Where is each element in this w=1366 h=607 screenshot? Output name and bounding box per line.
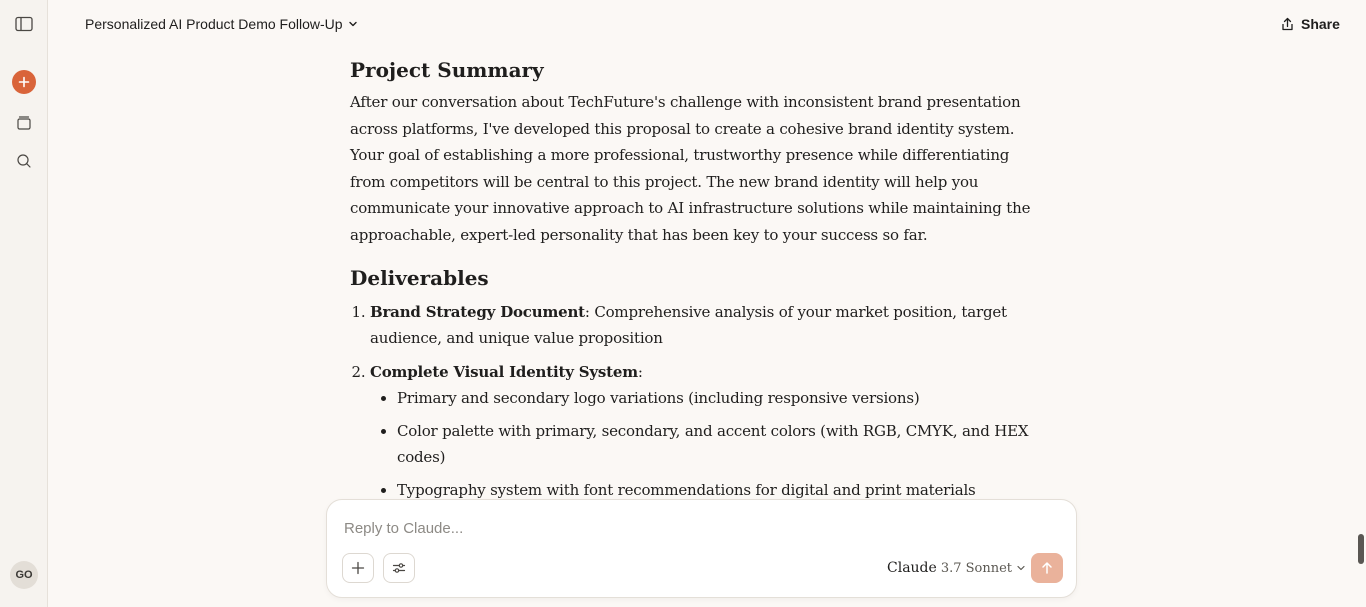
summary-paragraph: After our conversation about TechFuture's challenge with inconsistent brand presentation across platforms, I've developed this proposal to create a cohesive brand identity system. Your goal of establishing a more professional, trustworthy presence while differentiating from competitors will be central to this project. The new brand identity will help you communicate your innovative approach to AI infrastructure solutions while maintaining the approachable, expert-led personality that has been key to your success so far.: [350, 93, 1031, 244]
model-selector[interactable]: [887, 556, 1026, 580]
share-button[interactable]: [1280, 13, 1340, 35]
plus-icon: [351, 561, 365, 575]
send-button[interactable]: [1031, 553, 1063, 583]
assistant-message: [350, 55, 1040, 511]
chevron-down-icon: [347, 18, 359, 30]
reply-input[interactable]: [342, 514, 1046, 542]
sidebar-rail: [0, 0, 48, 607]
share-label: Share: [1301, 16, 1340, 32]
composer: [326, 499, 1077, 598]
list-item: [370, 299, 1040, 351]
arrow-up-icon: [1040, 561, 1054, 575]
add-attachment-button[interactable]: [342, 553, 374, 583]
new-chat-button[interactable]: [12, 70, 36, 94]
sliders-icon: [392, 561, 406, 575]
sub-list-item: • Color palette with primary, secondary, and accent colors (with RGB, CMYK, and HEX codes): [397, 418, 1040, 470]
conversation-title[interactable]: [85, 13, 359, 35]
chats-icon[interactable]: [10, 109, 38, 137]
avatar[interactable]: GO: [10, 561, 38, 589]
list-item-title: Complete Visual Identity System: [370, 362, 638, 381]
search-chats-icon[interactable]: [10, 147, 38, 175]
list-item-title: Brand Strategy Document: [370, 302, 585, 321]
section-heading: Project Summary: [350, 58, 544, 82]
share-icon: [1280, 17, 1295, 32]
section-heading: Deliverables: [350, 265, 489, 290]
list-item-text: : Comprehensive analysis of your market position, target audience, and unique value proposition: [370, 302, 1007, 347]
sub-list-item: • Typography system with font recommendations for digital and print materials: [397, 477, 1040, 503]
plus-icon: [18, 76, 30, 88]
tools-button[interactable]: [383, 553, 415, 583]
list-item: [370, 359, 1040, 503]
model-version: 3.7 Sonnet: [940, 560, 1013, 576]
conversation-title-text: Personalized AI Product Demo Follow-Up: [85, 16, 343, 32]
list-item-text: :: [637, 362, 643, 381]
chevron-down-icon: [1016, 563, 1026, 573]
scrollbar-thumb[interactable]: [1358, 534, 1364, 564]
deliverables-list: [350, 299, 1040, 503]
sub-list-item: • Primary and secondary logo variations (including responsive versions): [397, 385, 1040, 411]
sidebar-toggle-icon[interactable]: [10, 10, 38, 38]
model-name: Claude: [887, 560, 937, 576]
sub-list: [370, 385, 1040, 503]
